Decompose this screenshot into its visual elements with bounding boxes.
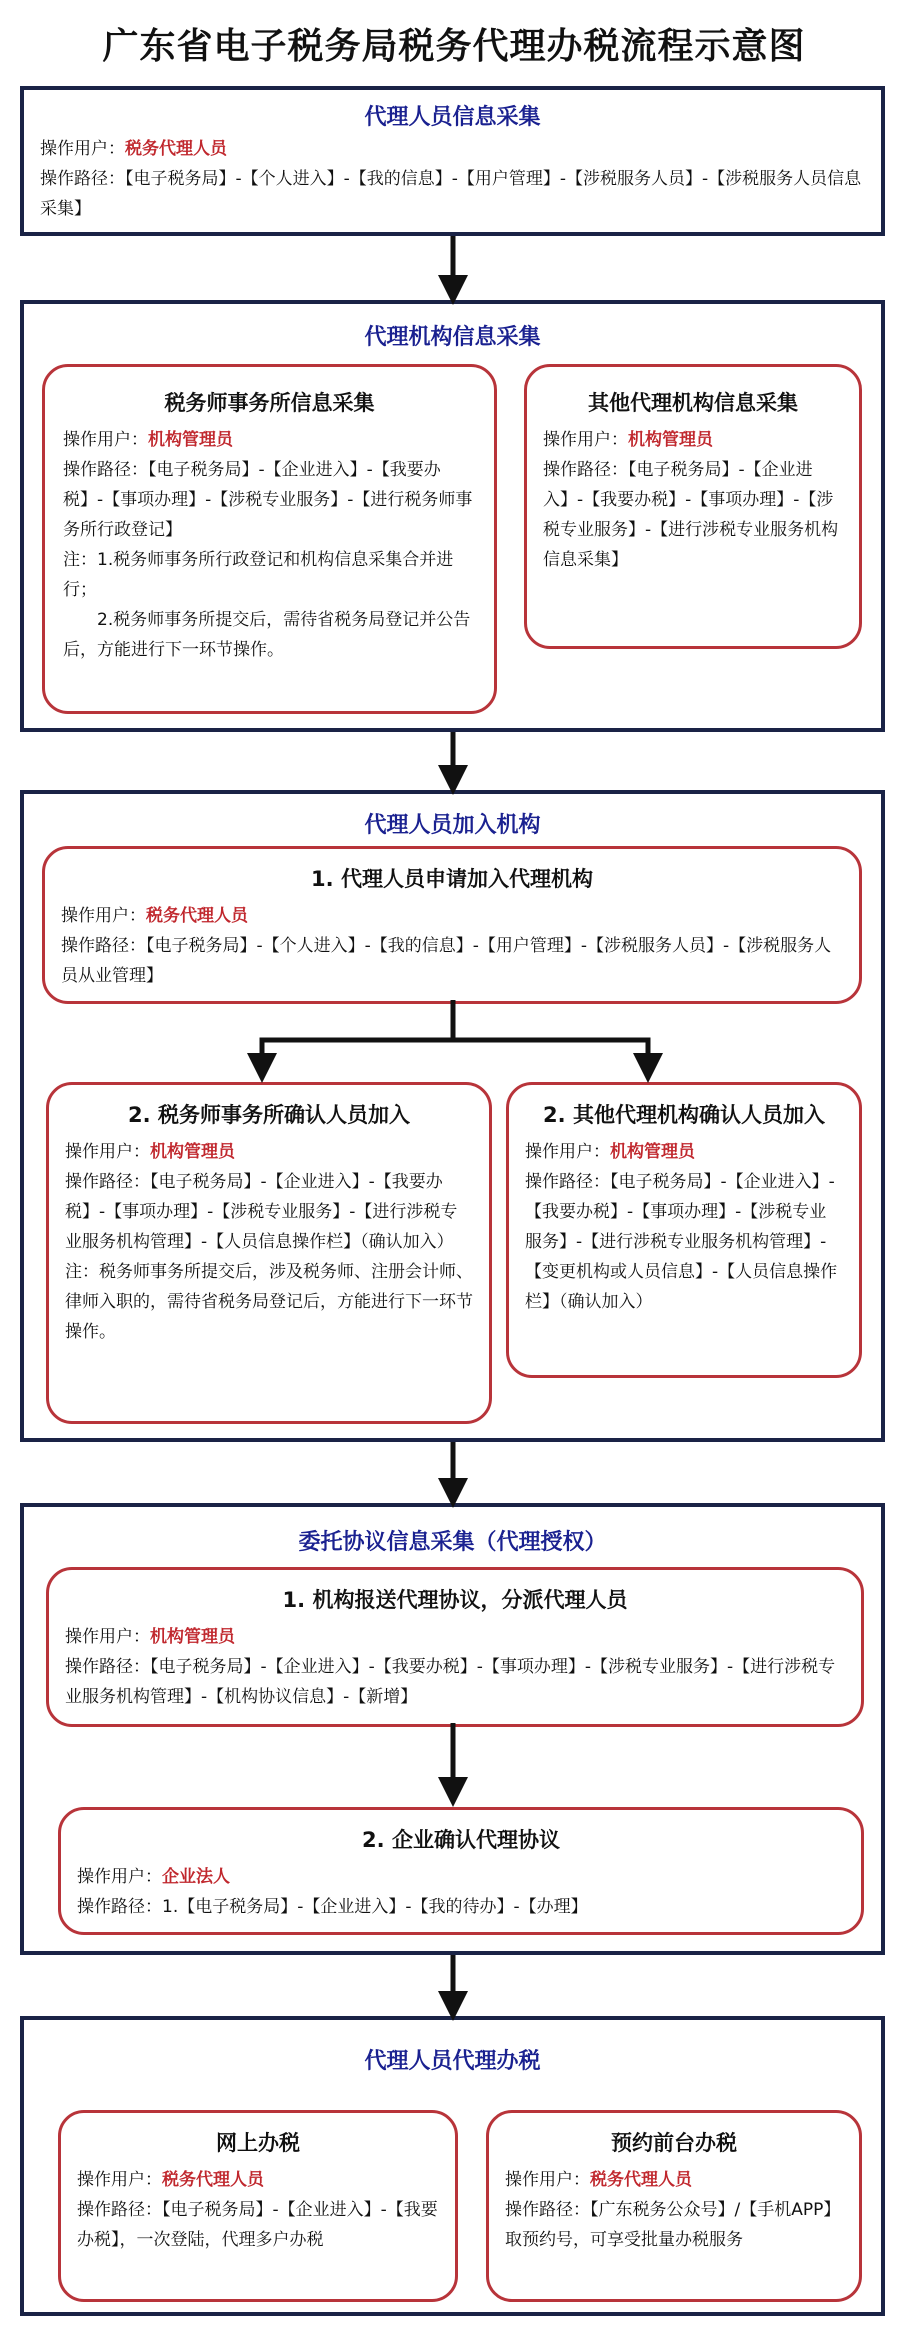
section-title: 委托协议信息采集（代理授权）: [298, 1530, 607, 1555]
box-title: 网上办税: [216, 2131, 300, 2155]
operator-line: 操作用户：税务代理人员: [77, 2170, 264, 2190]
operation-path: 操作路径：【电子税务局】-【企业进入】-【我要办税】-【事项办理】-【涉税专业服务】-【进行涉税专业服务机构管理】-【变更机构或人员信息】-【人员信息操作栏】（确认加入）: [525, 1172, 838, 1312]
operator-role: 企业法人: [162, 1867, 230, 1887]
operator-line: 操作用户：税务代理人员: [61, 906, 248, 926]
operator-role: 机构管理员: [150, 1627, 235, 1647]
operation-path: 操作路径：【电子税务局】-【企业进入】-【我要办税】-【事项办理】-【涉税专业服务】-【进行涉税专业服务机构管理】-【机构协议信息】-【新增】: [65, 1657, 836, 1707]
operator-line: 操作用户：机构管理员: [65, 1142, 235, 1162]
section-title: 代理人员代理办税: [364, 2049, 541, 2074]
page-title: 广东省电子税务局税务代理办税流程示意图: [102, 26, 806, 67]
box-title: 2. 税务师事务所确认人员加入: [128, 1103, 410, 1127]
operator-role: 机构管理员: [148, 430, 233, 450]
arrow-split-right: [453, 1040, 648, 1068]
operation-path: 操作路径：【电子税务局】-【企业进入】-【我要办税】-【事项办理】-【涉税专业服务】-【进行涉税专业服务机构信息采集】: [543, 460, 839, 570]
operation-path: 操作路径：【广东税务公众号】/【手机APP】取预约号，可享受批量办税服务: [505, 2200, 841, 2250]
operation-path: 操作路径：【电子税务局】-【企业进入】-【我要办税】-【事项办理】-【涉税专业服务】-【进行税务师事务所行政登记】: [63, 460, 473, 540]
box-title: 2. 企业确认代理协议: [362, 1828, 560, 1852]
operator-line: 操作用户：机构管理员: [525, 1142, 695, 1162]
box-title: 预约前台办税: [611, 2131, 737, 2155]
note-1: 注：1.税务师事务所行政登记和机构信息采集合并进行；: [63, 550, 454, 600]
arrow-split: [262, 1000, 453, 1068]
operator-role: 机构管理员: [610, 1142, 695, 1162]
operation-path: 操作路径：【电子税务局】-【个人进入】-【我的信息】-【用户管理】-【涉税服务人员】-【涉税服务人员信息采集】: [40, 169, 862, 219]
box-title: 税务师事务所信息采集: [164, 391, 375, 415]
operator-role: 机构管理员: [150, 1142, 235, 1162]
operator-line: 操作用户：税务代理人员: [40, 139, 227, 159]
box-title: 1. 代理人员申请加入代理机构: [311, 867, 593, 891]
operation-path: 操作路径：1.【电子税务局】-【企业进入】-【我的待办】-【办理】: [77, 1897, 588, 1917]
operator-line: 操作用户：税务代理人员: [505, 2170, 692, 2190]
operator-line: 操作用户：机构管理员: [543, 430, 713, 450]
operator-role: 税务代理人员: [146, 906, 248, 926]
note-2: 2.税务师事务所提交后，需待省税务局登记并公告后，方能进行下一环节操作。: [63, 610, 471, 660]
operator-line: 操作用户：机构管理员: [63, 430, 233, 450]
operator-line: 操作用户：企业法人: [77, 1867, 230, 1887]
section-title: 代理人员加入机构: [364, 813, 541, 838]
operator-line: 操作用户：机构管理员: [65, 1627, 235, 1647]
operator-role: 机构管理员: [628, 430, 713, 450]
box-title: 2. 其他代理机构确认人员加入: [543, 1103, 825, 1127]
section-title: 代理人员信息采集: [364, 105, 541, 130]
operation-path: 操作路径：【电子税务局】-【企业进入】-【我要办税】，一次登陆，代理多户办税: [77, 2200, 438, 2250]
box-title: 其他代理机构信息采集: [588, 391, 798, 415]
operator-role: 税务代理人员: [162, 2170, 264, 2190]
operator-role: 税务代理人员: [125, 139, 227, 159]
box-title: 1. 机构报送代理协议，分派代理人员: [282, 1588, 628, 1612]
section-title: 代理机构信息采集: [364, 325, 541, 350]
operator-role: 税务代理人员: [590, 2170, 692, 2190]
operation-path: 操作路径：【电子税务局】-【个人进入】-【我的信息】-【用户管理】-【涉税服务人员】-【涉税服务人员从业管理】: [61, 936, 832, 986]
note: 注：税务师事务所提交后，涉及税务师、注册会计师、律师入职的，需待省税务局登记后，方能进行下一环节操作。: [65, 1262, 473, 1342]
operation-path: 操作路径：【电子税务局】-【企业进入】-【我要办税】-【事项办理】-【涉税专业服务】-【进行涉税专业服务机构管理】-【人员信息操作栏】（确认加入）: [65, 1172, 458, 1252]
